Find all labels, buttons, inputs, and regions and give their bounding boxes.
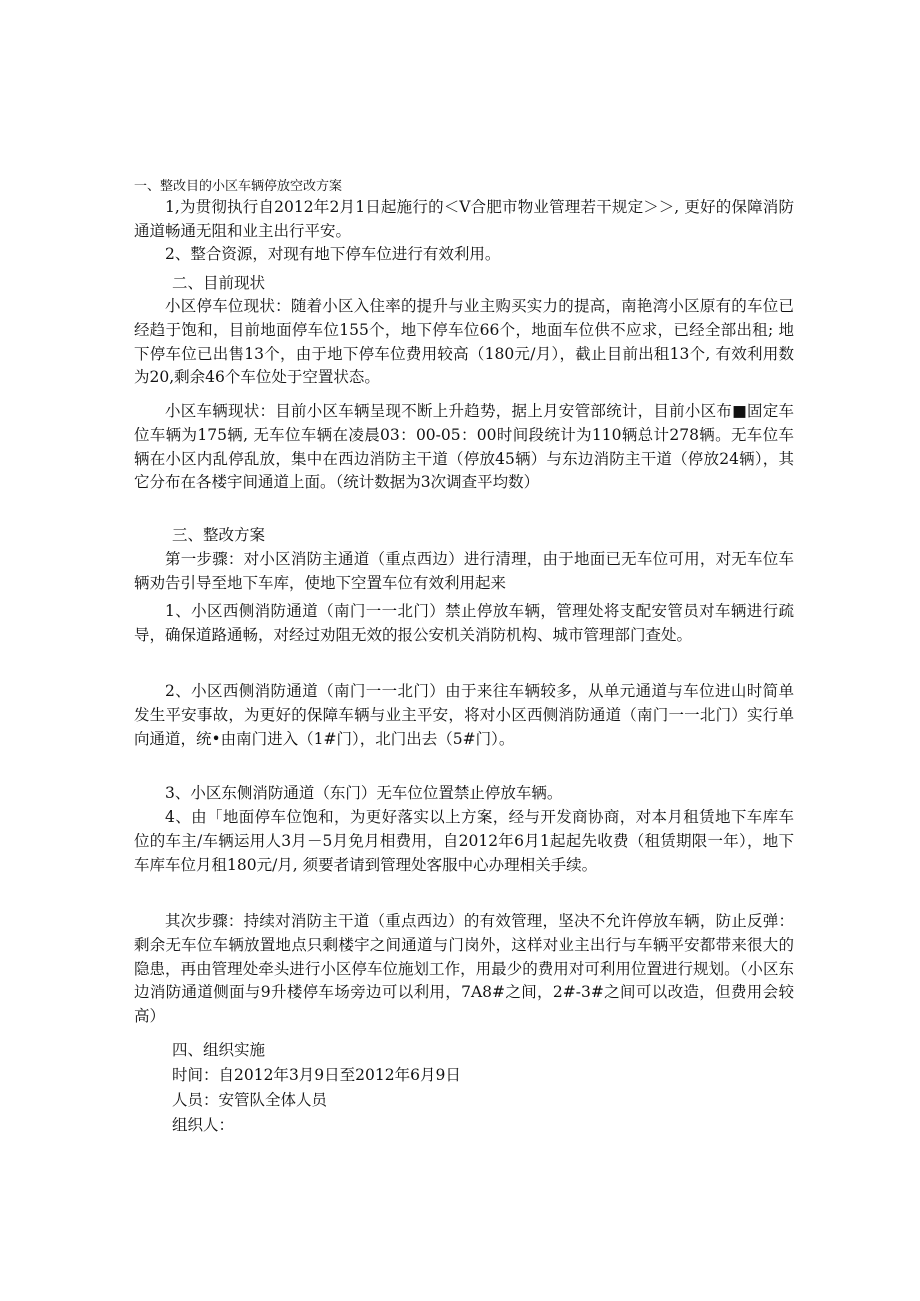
document-title: 一、整改目的小区车辆停放空改方案 bbox=[134, 179, 343, 194]
section-heading-plan: 三、整改方案 bbox=[172, 526, 266, 544]
paragraph-item-2 bbox=[134, 680, 794, 751]
implementation-organizer: 组织人： bbox=[172, 1116, 235, 1134]
section-heading-implementation: 四、组织实施 bbox=[172, 1041, 266, 1059]
implementation-personnel: 人员：安管队全体人员 bbox=[172, 1091, 328, 1109]
paragraph-text: 2、整合资源，对现有地下停车位进行有效利用。 bbox=[165, 245, 501, 263]
paragraph-item-1 bbox=[134, 600, 794, 648]
paragraph-step-1 bbox=[134, 548, 794, 596]
section-heading-status: 二、目前现状 bbox=[172, 274, 266, 292]
paragraph-text: 第一步骤：对小区消防主通道（重点西边）进行清理，由于地面已无车位可用，对无车位车辆劝告引导至地下车库，使地下空置车位有效利用起来 bbox=[134, 550, 794, 592]
paragraph-step-2 bbox=[134, 910, 794, 1029]
paragraph-vehicle-status bbox=[134, 400, 794, 495]
paragraph-text: 小区停车位现状：随着小区入住率的提升与业主购买实力的提高，南艳湾小区原有的车位已经趋于饱和，目前地面停车位155个，地下停车位66个，地面车位供不应求，已经全部出租; 地下停车位已出售13个，由于地下停车位费用较高（180元/月），截止目前出租13个, 有效利用数为20,剩余46个车位处于空置状态。 bbox=[134, 297, 794, 387]
paragraph-purpose-2 bbox=[134, 243, 794, 267]
paragraph-text: 1,为贯彻执行自2012年2月1日起施行的＜V合肥市物业管理若干规定＞＞, 更好的保障消防通道畅通无阻和业主出行平安。 bbox=[134, 198, 794, 240]
paragraph-purpose-1 bbox=[134, 196, 794, 244]
paragraph-item-4 bbox=[134, 806, 794, 877]
paragraph-text: 4、由「地面停车位饱和，为更好落实以上方案，经与开发商协商，对本月租赁地下车库车位的车主/车辆运用人3月－5月免月相费用，自2012年6月1起起先收费（租赁期限一年），地下车库车位月租180元/月, 须要者请到管理处客服中心办理相关手续。 bbox=[134, 808, 794, 874]
implementation-time: 时间：自2012年3月9日至2012年6月9日 bbox=[172, 1066, 461, 1084]
paragraph-text: 3、小区东侧消防通道（东门）无车位位置禁止停放车辆。 bbox=[165, 784, 563, 802]
paragraph-text: 1、小区西侧消防通道（南门一一北门）禁止停放车辆，管理处将支配安管员对车辆进行疏导，确保道路通畅，对经过劝阻无效的报公安机关消防机构、城市管理部门查处。 bbox=[134, 602, 794, 644]
paragraph-parking-status bbox=[134, 295, 794, 390]
paragraph-text: 其次步骤：持续对消防主干道（重点西边）的有效管理，坚决不允许停放车辆，防止反弹：剩余无车位车辆放置地点只剩楼宇之间通道与门岗外，这样对业主出行与车辆平安都带来很大的隐患，再由管理处牵头进行小区停车位施划工作，用最少的费用对可利用位置进行规划。（小区东边消防通道侧面与9升楼停车场旁边可以利用，7A8#之间，2#-3#之间可以改造，但费用会较高） bbox=[134, 912, 794, 1026]
paragraph-text: 2、小区西侧消防通道（南门一一北门）由于来往车辆较多，从单元通道与车位进山时简单发生平安事故，为更好的保障车辆与业主平安，将对小区西侧消防通道（南门一一北门）实行单向通道，统•由南门进入（1#门），北门出去（5#门）。 bbox=[134, 682, 794, 748]
paragraph-item-3 bbox=[134, 782, 794, 806]
paragraph-text: 小区车辆现状：目前小区车辆呈现不断上升趋势，据上月安管部统计，目前小区布■固定车位车辆为175辆, 无车位车辆在凌晨03：00-05：00时间段统计为110辆总计278辆。无车位车辆在小区内乱停乱放，集中在西边消防主干道（停放45辆）与东边消防主干道（停放24辆），其它分布在各楼宇间通道上面。（统计数据为3次调查平均数） bbox=[134, 402, 794, 492]
